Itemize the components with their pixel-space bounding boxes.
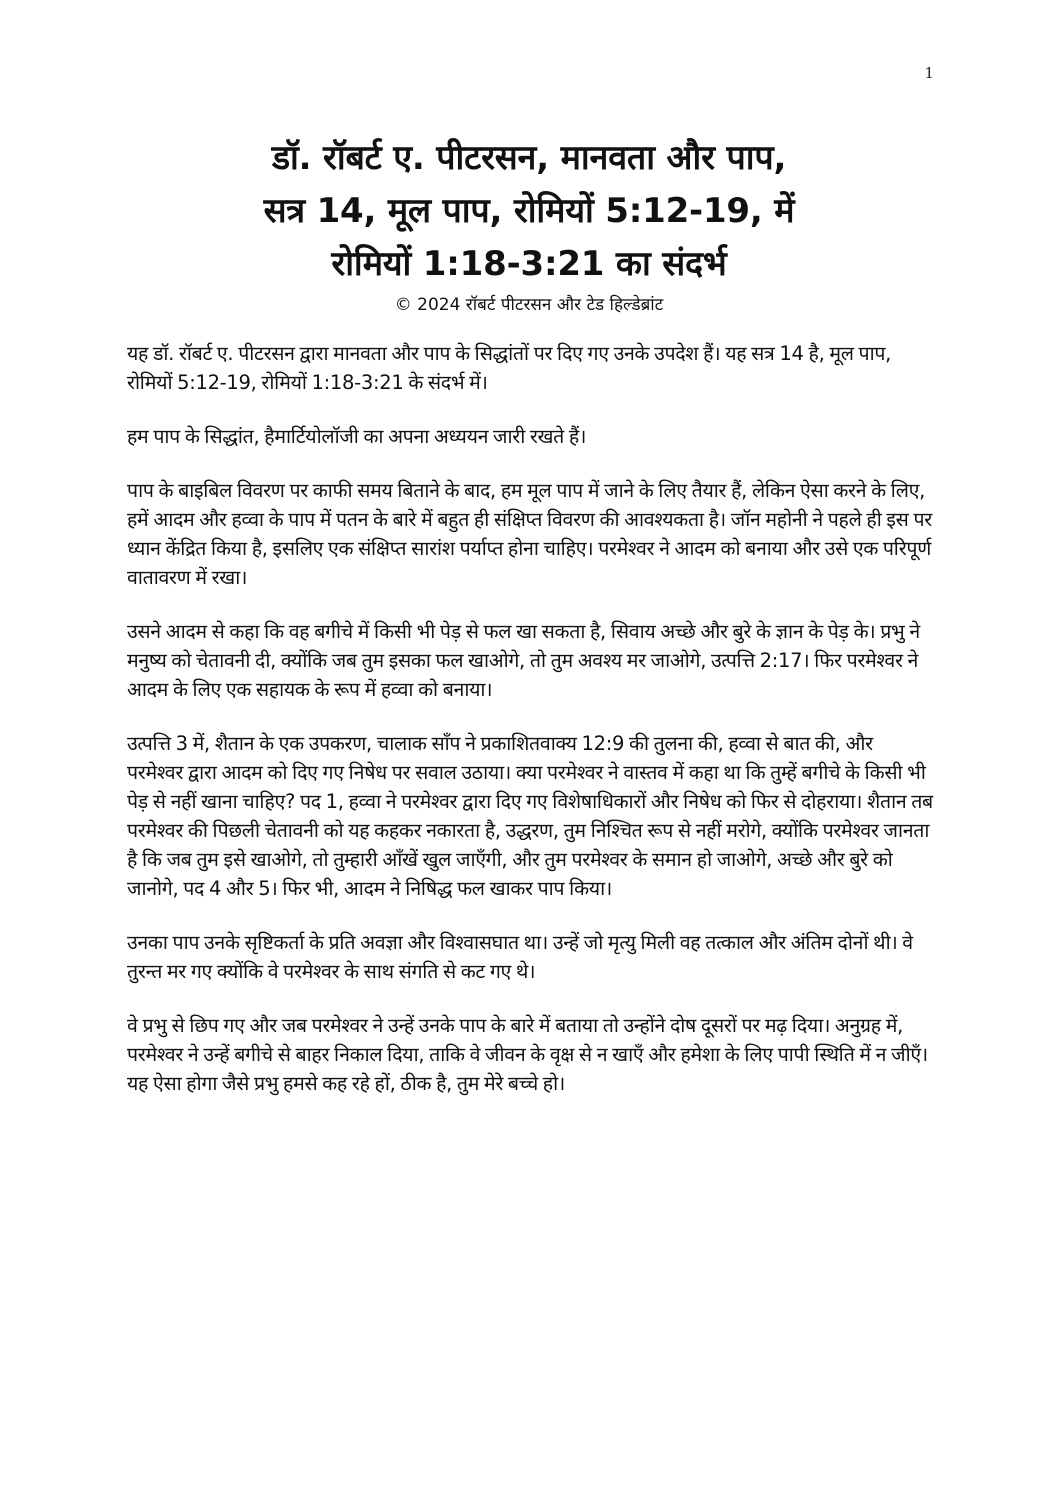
title-line: डॉ. रॉबर्ट ए. पीटरसन, मानवता और पाप, — [271, 138, 787, 178]
title-block — [120, 132, 938, 317]
paragraph: उनका पाप उनके सृष्टिकर्ता के प्रति अवज्ञा और विश्वासघात था। उन्हें जो मृत्यु मिली वह तत्काल और अंतिम दोनों थी। वे तुरन्त मर गए क्योंकि वे परमेश्वर के साथ संगति से कट गए थे। — [127, 931, 913, 983]
paragraph: यह डॉ. रॉबर्ट ए. पीटरसन द्वारा मानवता और पाप के सिद्धांतों पर दिए गए उनके उपदेश हैं। यह सत्र 14 है, मूल पाप, रोमियों 5:12-19, रोमियों 1:18-3:21 के संदर्भ में। — [127, 342, 892, 394]
paragraph: उत्पत्ति 3 में, शैतान के एक उपकरण, चालाक साँप ने प्रकाशितवाक्य 12:9 की तुलना की, हव्वा से बात की, और परमेश्वर द्वारा आदम को दिए गए निषेध पर सवाल उठाया। क्या परमेश्वर ने वास्तव में कहा था कि तुम्हें बगीचे के किसी भी पेड़ से नहीं खाना चाहिए? पद 1, हव्वा ने परमेश्वर द्वारा दिए गए विशेषाधिकारों और निषेध को फिर से दोहराया। शैतान तब परमेश्वर की पिछली चेतावनी को यह कहकर नकारता है, उद्धरण, तुम निश्चित रूप से नहीं मरोगे, क्योंकि परमेश्वर जानता है कि जब तुम इसे खाओगे, तो तुम्हारी आँखें खुल जाएँगी, और तुम परमेश्वर के समान हो जाओगे, अच्छे और बुरे को जानोगे, पद 4 और 5। फिर भी, आदम ने निषिद्ध फल खाकर पाप किया। — [127, 732, 933, 900]
page-number: 1 — [924, 64, 934, 82]
title-line: सत्र 14, मूल पाप, रोमियों 5:12-19, में — [263, 191, 795, 231]
title-line: रोमियों 1:18-3:21 का संदर्भ — [331, 244, 727, 284]
copyright-notice: © 2024 रॉबर्ट पीटरसन और टेड हिल्डेब्रांट — [394, 295, 664, 315]
paragraph: पाप के बाइबिल विवरण पर काफी समय बिताने के बाद, हम मूल पाप में जाने के लिए तैयार हैं, लेकिन ऐसा करने के लिए, हमें आदम और हव्वा के पाप में पतन के बारे में बहुत ही संक्षिप्त विवरण की आवश्यकता है। जॉन महोनी ने पहले ही इस पर ध्यान केंद्रित किया है, इसलिए एक संक्षिप्त सारांश पर्याप्त होना चाहिए। परमेश्वर ने आदम को बनाया और उसे एक परिपूर्ण वातावरण में रखा। — [127, 479, 932, 589]
body-text — [127, 339, 933, 1123]
paragraph: हम पाप के सिद्धांत, हैमार्टियोलॉजी का अपना अध्ययन जारी रखते हैं। — [127, 425, 587, 448]
paragraph: वे प्रभु से छिप गए और जब परमेश्वर ने उन्हें उनके पाप के बारे में बताया तो उन्होंने दोष दूसरों पर मढ़ दिया। अनुग्रह में, परमेश्वर ने उन्हें बगीचे से बाहर निकाल दिया, ताकि वे जीवन के वृक्ष से न खाएँ और हमेशा के लिए पापी स्थिति में न जीएँ। यह ऐसा होगा जैसे प्रभु हमसे कह रहे हों, ठीक है, तुम मेरे बच्चे हो। — [127, 1014, 928, 1095]
paragraph: उसने आदम से कहा कि वह बगीचे में किसी भी पेड़ से फल खा सकता है, सिवाय अच्छे और बुरे के ज्ञान के पेड़ के। प्रभु ने मनुष्य को चेतावनी दी, क्योंकि जब तुम इसका फल खाओगे, तो तुम अवश्य मर जाओगे, उत्पत्ति 2:17। फिर परमेश्वर ने आदम के लिए एक सहायक के रूप में हव्वा को बनाया। — [127, 620, 920, 701]
